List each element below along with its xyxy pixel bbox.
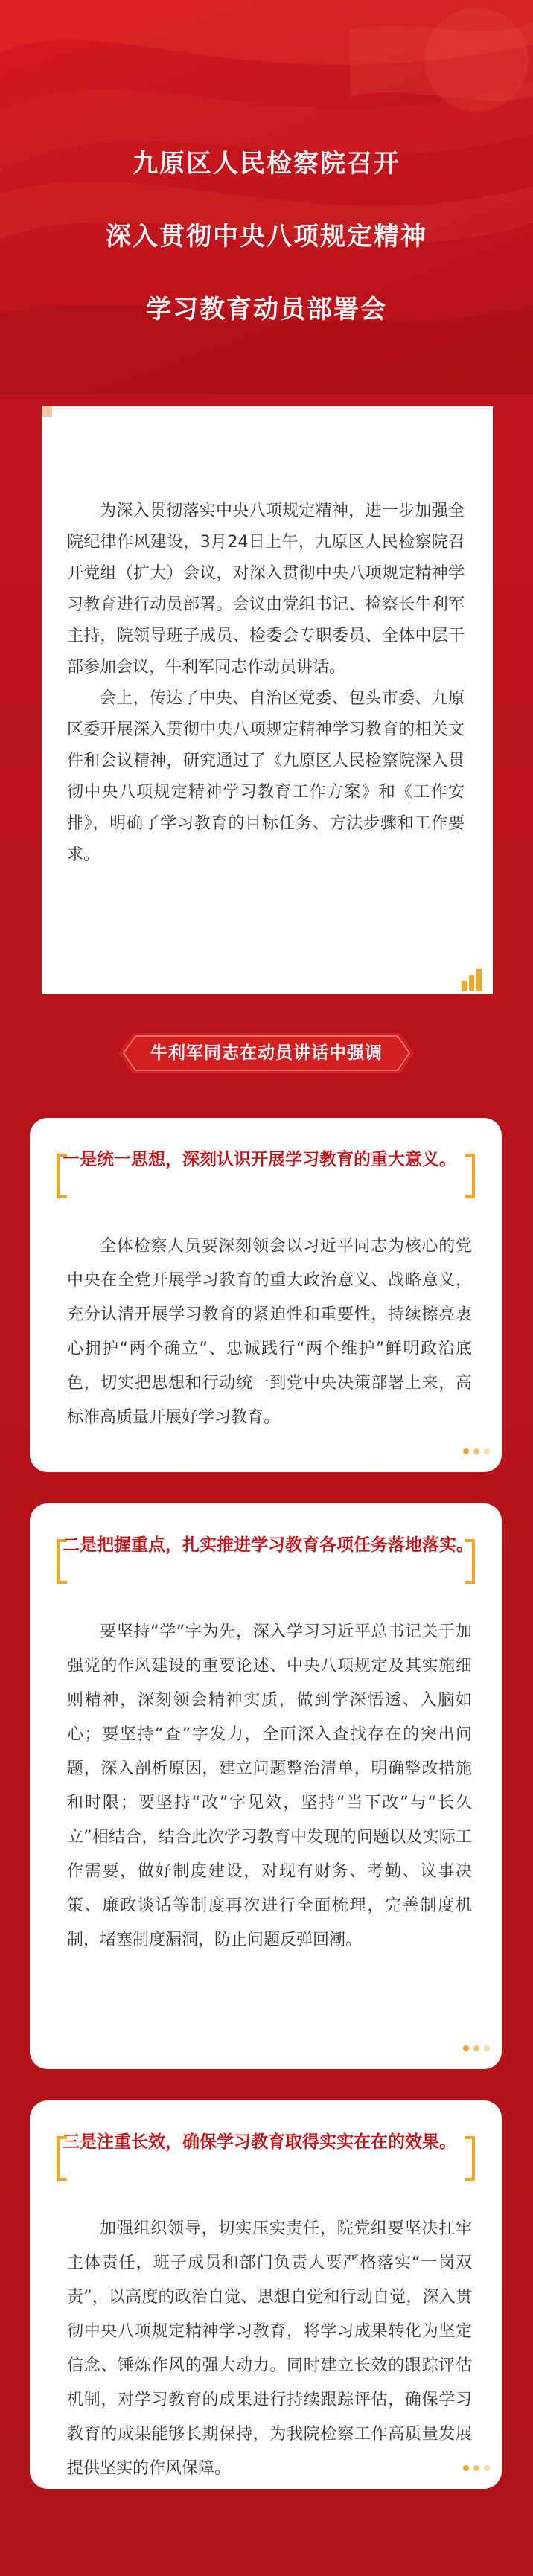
dots-decoration — [462, 2461, 491, 2476]
point-heading-2 — [63, 1532, 476, 1559]
point-heading-3-text: 三是注重长效，确保学习教育取得实实在在的效果。 — [63, 2132, 456, 2152]
banner-label: 牛利军同志在动员讲话中强调 — [150, 1043, 383, 1063]
intro-paragraph-2: 会上，传达了中央、自治区党委、包头市委、九原区委开展深入贯彻中央八项规定精神学习教育的相关文件和会议精神，研究通过了《九原区人民检察院深入贯彻中央八项规定精神学习教育工作方案》和《工作安排》，明确了学习教育的目标任务、方法步骤和工作要求。 — [67, 689, 465, 864]
point-heading-1-text: 一是统一思想，深刻认识开展学习教育的重大意义。 — [63, 1150, 456, 1169]
intro-card — [42, 406, 493, 994]
point-heading-3 — [63, 2129, 476, 2155]
point-body-3 — [67, 2212, 472, 2486]
page-title-line-1: 九原区人民检察院召开 — [133, 149, 400, 179]
point-card-3 — [30, 2100, 502, 2489]
dots-decoration — [462, 2041, 491, 2056]
point-body-2-text: 要坚持“学”字为先，深入学习习近平总书记关于加强党的作风建设的重要论述、中央八项规定及其实施细则精神，深刻领会精神实质，做到学深悟透、入脑如心；要坚持“查”字发力，全面深入查找存在的突出问题，深入剖析原因，建立问题整治清单，明确整改措施和时限；要坚持“改”字见效，坚持“当下改”与“长久立”相结合，结合此次学习教育中发现的问题以及实际工作需要，做好制度建设，对现有财务、考勤、议事决策、廉政谈话等制度再次进行全面梳理，完善制度机制，堵塞制度漏洞，防止问题反弹回潮。 — [67, 1623, 472, 1949]
point-card-2 — [30, 1503, 502, 2069]
page-title-line-2: 深入贯彻中央八项规定精神 — [106, 222, 427, 252]
point-card-1 — [30, 1118, 502, 1472]
bar-chart-decoration — [460, 966, 490, 991]
point-body-2 — [67, 1615, 472, 1957]
flag-wave-decoration — [0, 0, 533, 394]
point-heading-1 — [63, 1146, 476, 1173]
point-body-1-text: 全体检察人员要深刻领会以习近平同志为核心的党中央在全党开展学习教育的重大政治意义、战略意义，充分认清开展学习教育的紧迫性和重要性，持续擦亮衷心拥护“两个确立”、忠诚践行“两个维护”鲜明政治底色，切实把思想和行动统一到党中央决策部署上来，高标准高质量开展好学习教育。 — [67, 1237, 472, 1427]
point-body-1 — [67, 1230, 472, 1435]
dots-decoration — [462, 1444, 491, 1459]
section-banner — [119, 1033, 414, 1073]
point-heading-2-text: 二是把握重点，扎实推进学习教育各项任务落地落实。 — [63, 1535, 473, 1555]
point-body-3-text: 加强组织领导，切实压实责任，院党组要坚决扛牢主体责任，班子成员和部门负责人要严格落实“一岗双责”，以高度的政治自觉、思想自觉和行动自觉，深入贯彻中央八项规定精神学习教育，将学习成果转化为坚定信念、锤炼作风的强大动力。同时建立长效的跟踪评估机制，对学习教育的成果进行持续跟踪评估，确保学习教育的成果能够长期保持，为我院检察工作高质量发展提供坚实的作风保障。 — [67, 2219, 472, 2478]
corner-decoration — [42, 406, 52, 417]
intro-paragraph-1: 为深入贯彻落实中央八项规定精神，进一步加强全院纪律作风建设，3月24日上午，九原区人民检察院召开党组（扩大）会议，对深入贯彻中央八项规定精神学习教育进行动员部署。会议由党组书记、检察长牛利军主持，院领导班子成员、检委会专职委员、全体中层干部参加会议，牛利军同志作动员讲话。 — [67, 502, 465, 677]
header-banner — [0, 0, 533, 394]
page-title-line-3: 学习教育动员部署会 — [146, 295, 387, 325]
